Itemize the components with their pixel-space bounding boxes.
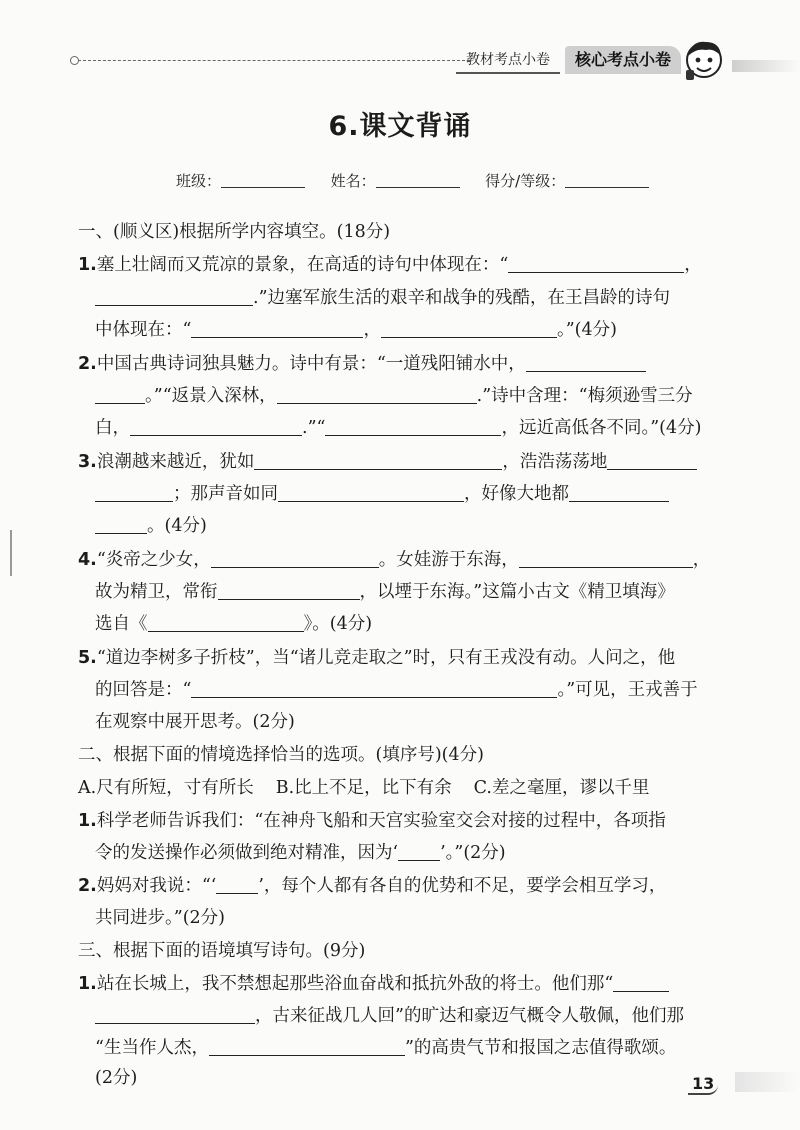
question-text: ，好像大地都: [464, 484, 569, 504]
question-text: 白，: [95, 418, 130, 438]
name-blank[interactable]: [376, 171, 460, 188]
question-text: 中体现在：“: [95, 320, 192, 340]
answer-blank[interactable]: [526, 352, 646, 372]
question-number: 2.: [78, 354, 97, 374]
question-text: 。”(4分): [556, 320, 617, 340]
answer-blank[interactable]: [325, 416, 501, 436]
question-number: 3.: [78, 452, 97, 472]
question-text: 浪潮越来越近，犹如: [96, 452, 255, 472]
question-text: 中国古典诗词独具魅力。诗中有景：“一道残阳铺水中，: [96, 354, 526, 374]
answer-blank[interactable]: [191, 678, 557, 698]
question-text: 。(4分): [147, 516, 207, 536]
question-text: 科学老师告诉我们：“在神舟飞船和天宫实验室交会对接的过程中，各项指: [96, 811, 666, 831]
section-2-question-1-line-2: [95, 841, 506, 865]
question-text: 共同进步。”(2分): [95, 908, 225, 928]
answer-blank[interactable]: [508, 253, 684, 273]
question-text: 站在长城上，我不禁想起那些浴血奋战和抵抗外敌的将士。他们那“: [96, 974, 614, 994]
question-3-line-1: [78, 450, 697, 474]
answer-blank[interactable]: [381, 318, 557, 338]
question-3-line-2: [95, 482, 669, 506]
answer-blank[interactable]: [519, 548, 693, 568]
header-label-left: 教材考点小卷: [456, 48, 560, 74]
option-c: C.差之毫厘，谬以千里: [473, 778, 650, 798]
section-2-question-2-line-1: [78, 874, 666, 898]
answer-blank[interactable]: [209, 1036, 405, 1056]
answer-blank[interactable]: [277, 384, 477, 404]
question-text: ，: [692, 550, 711, 570]
question-number: 5.: [78, 648, 97, 668]
answer-blank[interactable]: [95, 1004, 255, 1024]
question-text: ，古来征战几人回”的旷达和豪迈气概令人敬佩，他们那: [255, 1006, 684, 1026]
footer-fade-bar: [735, 1072, 800, 1092]
question-text: 在观察中展开思考。(2分): [95, 712, 295, 732]
question-text: ，: [684, 255, 702, 275]
answer-blank[interactable]: [211, 548, 379, 568]
question-2-line-2: [95, 384, 693, 408]
question-number: 4.: [78, 550, 97, 570]
question-2-line-1: [78, 352, 646, 376]
question-text: 。”可见，王戎善于: [557, 680, 698, 700]
question-4-line-1: [78, 548, 710, 572]
question-text: .”诗中含理：“梅须逊雪三分: [476, 386, 693, 406]
answer-blank[interactable]: [254, 450, 502, 470]
question-3-line-3: [95, 514, 207, 538]
section-3-question-1-line-3: [95, 1036, 676, 1060]
question-text: ，浩浩荡荡地: [502, 452, 608, 472]
question-5-line-2: [95, 678, 698, 702]
section-3-question-1-line-2: [95, 1004, 684, 1028]
answer-blank[interactable]: [95, 286, 253, 306]
question-text: ，远近高低各不同。”(4分): [501, 418, 702, 438]
answer-blank[interactable]: [191, 318, 363, 338]
option-b: B.比上不足，比下有余: [275, 778, 452, 798]
binding-mark: [10, 530, 12, 576]
section-1-heading: 一、(顺义区)根据所学内容填空。(18分): [78, 222, 391, 242]
answer-blank[interactable]: [607, 450, 697, 470]
section-3-heading: 三、根据下面的语境填写诗句。(9分): [78, 941, 366, 961]
question-text: “生当作人杰，: [95, 1038, 209, 1058]
header-dashed-line: [78, 60, 470, 61]
question-text: .”边塞军旅生活的艰辛和战争的残酷，在王昌龄的诗句: [253, 288, 671, 308]
answer-blank[interactable]: [218, 580, 360, 600]
answer-blank[interactable]: [95, 482, 173, 502]
question-text: ，以堙于东海。”这篇小古文《精卫填海》: [359, 582, 675, 602]
question-text: ’。”(2分): [440, 843, 506, 863]
options-row: [78, 776, 649, 800]
question-4-line-3: [95, 612, 372, 636]
question-number: 2.: [78, 876, 97, 896]
section-2-question-1-line-1: [78, 809, 666, 833]
mascot-icon: [680, 34, 728, 82]
question-number: 1.: [78, 811, 97, 831]
question-text: “炎帝之少女，: [96, 550, 211, 570]
question-1-line-1: [78, 253, 702, 277]
question-5-line-1: [78, 646, 675, 670]
answer-blank[interactable]: [95, 514, 147, 534]
question-text: ’，每个人都有各自的优势和不足，要学会相互学习，: [258, 876, 667, 896]
section-2-heading: 二、根据下面的情境选择恰当的选项。(填序号)(4分): [78, 745, 484, 765]
question-text: .”“: [302, 418, 326, 438]
answer-blank[interactable]: [613, 972, 669, 992]
header-fade-bar: [732, 60, 800, 72]
question-text: 故为精卫，常衔: [95, 582, 218, 602]
answer-blank[interactable]: [216, 874, 258, 894]
question-5-line-3: [95, 710, 295, 734]
name-label: 姓名：: [330, 172, 376, 190]
class-blank[interactable]: [221, 171, 305, 188]
question-text: 的回答是：“: [95, 680, 192, 700]
option-a: A.尺有所短，寸有所长: [78, 778, 254, 798]
answer-blank[interactable]: [130, 416, 302, 436]
question-text: ”的高贵气节和报国之志值得歌颂。: [404, 1038, 677, 1058]
answer-blank[interactable]: [398, 841, 440, 861]
answer-blank[interactable]: [148, 612, 304, 632]
question-text: 令的发送操作必须做到绝对精准，因为‘: [95, 843, 399, 863]
class-label: 班级：: [176, 172, 222, 190]
question-text: 》。(4分): [303, 614, 373, 634]
page-title: 6.课文背诵: [328, 111, 472, 142]
question-number: 1.: [78, 974, 97, 994]
question-1-line-3: [95, 318, 617, 342]
question-text: 。女娃游于东海，: [378, 550, 519, 570]
section-3-question-1-points: (2分): [95, 1068, 138, 1088]
score-blank[interactable]: [565, 171, 649, 188]
question-text: 妈妈对我说：“‘: [96, 876, 217, 896]
answer-blank[interactable]: [569, 482, 669, 502]
page-number: 13: [688, 1074, 718, 1095]
header-label-right: 核心考点小卷: [565, 46, 681, 74]
question-text: 塞上壮阔而又荒凉的景象，在高适的诗句中体现在：“: [96, 255, 509, 275]
question-1-line-2: [95, 286, 670, 310]
student-info-row: [176, 170, 649, 191]
question-2-line-3: [95, 416, 701, 440]
score-label: 得分/等级：: [485, 172, 566, 190]
question-text: ，: [363, 320, 381, 340]
question-text: 。”“返景入深林，: [145, 386, 277, 406]
answer-blank[interactable]: [278, 482, 464, 502]
question-number: 1.: [78, 255, 97, 275]
question-text: 选自《: [95, 614, 148, 634]
question-4-line-2: [95, 580, 675, 604]
section-3-question-1-line-1: [78, 972, 669, 996]
answer-blank[interactable]: [95, 384, 145, 404]
question-text: ；那声音如同: [173, 484, 278, 504]
question-text: “道边李树多子折枝”，当“诸儿竞走取之”时，只有王戎没有动。人问之，他: [96, 648, 676, 668]
section-2-question-2-line-2: [95, 906, 225, 930]
